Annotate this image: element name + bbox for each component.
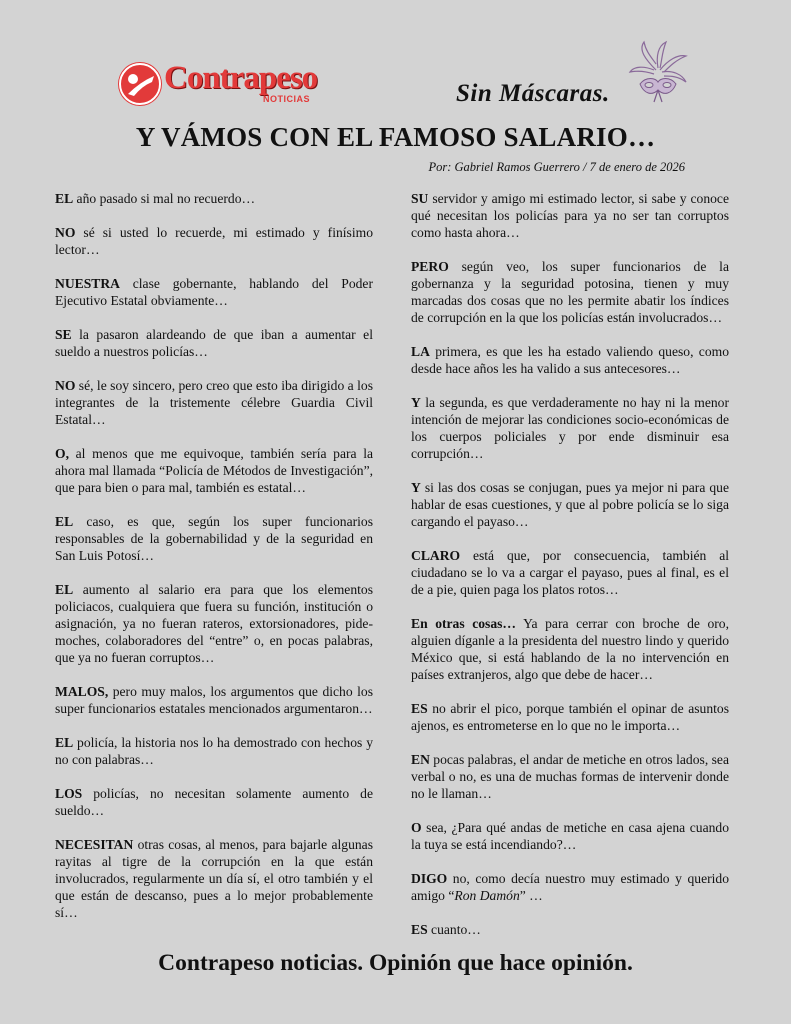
article-paragraph [411, 394, 729, 462]
paragraph-text: sé, le soy sincero, pero creo que esto iba dirigido a los integrantes de la tristemente célebre Guardia Civil Estatal… [55, 378, 373, 427]
carnival-mask-icon [626, 40, 690, 106]
article-paragraph [411, 547, 729, 598]
paragraph-lead: NECESITAN [55, 837, 134, 852]
paragraph-lead: MALOS, [55, 684, 109, 699]
paragraph-lead: EL [55, 735, 74, 750]
logo-subtitle: NOTICIAS [263, 94, 311, 104]
article-paragraph [55, 581, 373, 666]
paragraph-lead: EN [411, 752, 430, 767]
paragraph-lead: O, [55, 446, 69, 461]
paragraph-lead: EL [55, 582, 74, 597]
paragraph-lead: NO [55, 378, 76, 393]
paragraph-lead: ES [411, 701, 428, 716]
article-paragraph [411, 819, 729, 853]
paragraph-text: si las dos cosas se conjugan, pues ya mejor ni para que hablar de esas cuestiones, y que al pobre policía se lo siga cargando el payaso… [411, 480, 729, 529]
logo-emblem-icon [118, 62, 162, 106]
article-paragraph [55, 513, 373, 564]
paragraph-text: la segunda, es que verdaderamente no hay ni la menor intención de mejorar las condiciones socio-económicas de los cuerpos policiales y por ende disminuir esa corrupción… [411, 395, 729, 461]
article-paragraph [55, 377, 373, 428]
article-paragraph [55, 785, 373, 819]
byline: Por: Gabriel Ramos Guerrero / 7 de enero de 2026 [428, 160, 685, 174]
paragraph-lead: NO [55, 225, 76, 240]
paragraph-text: no abrir el pico, porque también el opinar de asuntos ajenos, es entrometerse en lo que no le importa… [411, 701, 729, 733]
left-column [55, 190, 373, 938]
article-paragraph [55, 224, 373, 258]
paragraph-lead: DIGO [411, 871, 448, 886]
paragraph-lead: EL [55, 514, 74, 529]
paragraph-lead: LOS [55, 786, 83, 801]
article-paragraph [411, 258, 729, 326]
paragraph-text-after: ” … [519, 888, 543, 903]
paragraph-text: pocas palabras, el andar de metiche en otros lados, sea verbal o no, es una de muchas formas de intervenir donde no le llaman… [411, 752, 729, 801]
paragraph-lead: CLARO [411, 548, 461, 563]
paragraph-lead: En otras cosas… [411, 616, 517, 631]
paragraph-text: policía, la historia nos lo ha demostrado con hechos y no con palabras… [55, 735, 373, 767]
article-paragraph [411, 921, 729, 938]
paragraph-text: Ya para cerrar con broche de oro, alguien díganle a la presidenta del nuestro lindo y querido México que, si está hablando de la no intervención en países extranjeros, algo que debe de hacer… [411, 616, 730, 682]
article-paragraph [55, 683, 373, 717]
right-column [411, 190, 729, 955]
paragraph-text: otras cosas, al menos, para bajarle algunas rayitas al tigre de la corrupción en la que están involucrados, regularmente un día sí, el otro también y el que están de descanso, pues a lo mejor probablemente sí… [55, 837, 373, 920]
paragraph-text: al menos que me equivoque, también sería para la ahora mal llamada “Policía de Métodos de Investigación”, que para bien o para mal, también es estatal… [55, 446, 373, 495]
paragraph-text: sea, ¿Para qué andas de metiche en casa ajena cuando la tuya se está incendiando?… [411, 820, 729, 852]
logo-wordmark: Contrapeso [164, 60, 318, 96]
paragraph-lead: LA [411, 344, 430, 359]
paragraph-text: aumento al salario era para que los elementos policiacos, cualquiera que fuera su función, institución o asignación, ya no fueran rateros, extorsionadores, pide-moches, colaboradores del “entre” o, en pocas palabras, que ya no fueran corruptos… [55, 582, 373, 665]
section-title: Sin Máscaras. [456, 80, 610, 107]
paragraph-lead: ES [411, 922, 428, 937]
article-paragraph [411, 870, 729, 904]
paragraph-text: está que, por consecuencia, también al ciudadano se lo va a cargar el payaso, pues al final, es el de a pie, quien paga los platos rotos… [411, 548, 729, 597]
article-paragraph [411, 700, 729, 734]
paragraph-lead: Y [411, 395, 421, 410]
paragraph-text: según veo, los super funcionarios de la gobernanza y la seguridad potosina, tienen y muy marcadas dos cosas que no les permite abatir los índices de corrupción en la que los policías están involucrados… [411, 259, 729, 325]
paragraph-lead: Y [411, 480, 421, 495]
paragraph-text: caso, es que, según los super funcionarios responsables de la gobernabilidad y de la seguridad en San Luis Potosí… [55, 514, 373, 563]
paragraph-lead: NUESTRA [55, 276, 120, 291]
contrapeso-logo [118, 60, 318, 110]
paragraph-text: pero muy malos, los argumentos que dicho los super funcionarios estatales mencionados argumentaron… [55, 684, 373, 716]
paragraph-lead: EL [55, 191, 74, 206]
article-paragraph [55, 326, 373, 360]
article-paragraph [411, 751, 729, 802]
footer-slogan: Contrapeso noticias. Opinión que hace opinión. [158, 950, 633, 976]
paragraph-text: policías, no necesitan solamente aumento de sueldo… [55, 786, 373, 818]
paragraph-lead: PERO [411, 259, 449, 274]
paragraph-text: año pasado si mal no recuerdo… [73, 191, 256, 206]
paragraph-text: sé si usted lo recuerde, mi estimado y finísimo lector… [55, 225, 373, 257]
article-paragraph [55, 190, 373, 207]
headline: Y VÁMOS CON EL FAMOSO SALARIO… [135, 122, 656, 152]
article-paragraph [55, 836, 373, 921]
paragraph-italic: Ron Damón [454, 888, 520, 903]
paragraph-lead: O [411, 820, 422, 835]
paragraph-text: no, como decía nuestro muy estimado y querido amigo “ [411, 871, 729, 903]
paragraph-lead: SU [411, 191, 429, 206]
article-paragraph [411, 190, 729, 241]
paragraph-text: primera, es que les ha estado valiendo queso, como desde hace años les ha valido a sus antecesores… [411, 344, 729, 376]
article-paragraph [55, 734, 373, 768]
article-paragraph [55, 275, 373, 309]
article-paragraph [55, 445, 373, 496]
paragraph-text: clase gobernante, hablando del Poder Ejecutivo Estatal obviamente… [55, 276, 373, 308]
article-paragraph [411, 479, 729, 530]
article-paragraph [411, 343, 729, 377]
paragraph-lead: SE [55, 327, 72, 342]
article-paragraph [411, 615, 729, 683]
paragraph-text: la pasaron alardeando de que iban a aumentar el sueldo a nuestros policías… [55, 327, 373, 359]
paragraph-text: servidor y amigo mi estimado lector, si sabe y conoce qué necesitan los policías para ya no ser tan corruptos como hasta ahora… [411, 191, 729, 240]
paragraph-text: cuanto… [427, 922, 481, 937]
